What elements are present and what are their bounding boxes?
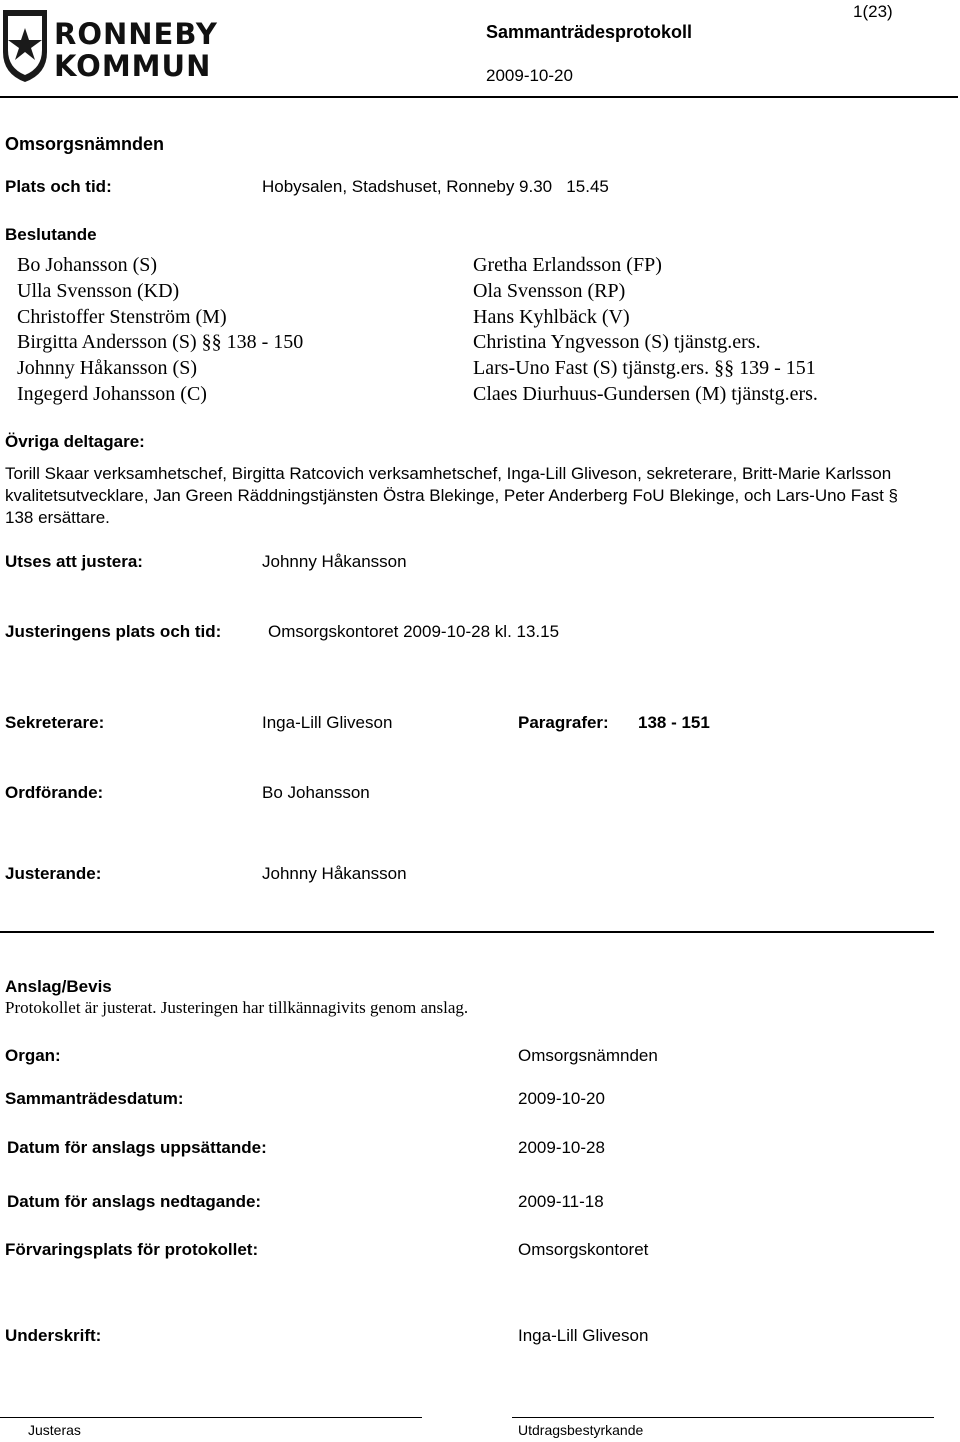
place-time-label: Plats och tid: [5, 177, 112, 196]
paragraphs-label: Paragrafer: [518, 713, 609, 732]
notice-row-label: Förvaringsplats för protokollet: [5, 1240, 259, 1259]
member: Lars-Uno Fast (S) tjänstg.ers. §§ 139 - 151 [473, 357, 816, 380]
adjustment-place-value: Omsorgskontoret 2009-10-28 kl. 13.15 [268, 622, 560, 641]
decision-makers-left [17, 253, 303, 408]
notice-row-value: 2009-11-18 [518, 1192, 604, 1211]
member: Claes Diurhuus-Gundersen (M) tjänstg.ers. [473, 382, 818, 405]
chairman-value: Bo Johansson [262, 783, 370, 802]
document-type: Sammanträdesprotokoll [486, 22, 693, 42]
appointed-adjuster-label: Utses att justera: [5, 552, 143, 571]
notice-row-label: Organ: [5, 1046, 61, 1065]
logo-line-2: KOMMUN [54, 49, 212, 83]
notice-row-value: Omsorgskontoret [518, 1240, 649, 1259]
notice-row-label: Sammanträdesdatum: [5, 1089, 184, 1108]
decision-makers-right [473, 253, 818, 408]
paragraphs-value: 138 - 151 [638, 713, 710, 732]
member: Ingegerd Johansson (C) [17, 382, 207, 405]
notice-row-value: Omsorgsnämnden [518, 1046, 658, 1065]
member: Ulla Svensson (KD) [17, 279, 180, 302]
member: Johnny Håkansson (S) [17, 357, 197, 380]
signature-divider [0, 931, 934, 933]
adjuster-value: Johnny Håkansson [262, 864, 407, 883]
footer-divider-left [0, 1417, 422, 1418]
notice-title: Anslag/Bevis [5, 977, 112, 996]
decision-makers-label: Beslutande [5, 225, 97, 244]
footer-justeras: Justeras [28, 1422, 81, 1438]
footer-utdragsbestyrkande: Utdragsbestyrkande [518, 1422, 644, 1438]
member: Gretha Erlandsson (FP) [473, 254, 662, 276]
member: Birgitta Andersson (S) §§ 138 - 150 [17, 331, 304, 354]
member: Ola Svensson (RP) [473, 279, 626, 302]
other-participants-text: Torill Skaar verksamhetschef, Birgitta Ratcovich verksamhetschef, Inga-Lill Gliveson, sekreterare, Britt-Marie Karlsson kvalitetsutvecklare, Jan Green Räddningstjänsten Östra Blekinge, Peter Anderberg FoU Blekinge, och Lars-Uno Fast § 138 ersättare. [5, 464, 898, 527]
notice-row-value: 2009-10-28 [518, 1138, 605, 1157]
other-participants-label: Övriga deltagare: [5, 432, 145, 451]
notice-row-value: 2009-10-20 [518, 1089, 605, 1108]
notice-row-label: Underskrift: [5, 1326, 102, 1345]
secretary-value: Inga-Lill Gliveson [262, 713, 393, 732]
municipality-logo [0, 8, 218, 88]
coat-of-arms-icon [0, 8, 50, 84]
logo-line-1: RONNEBY [54, 17, 218, 51]
member: Hans Kyhlbäck (V) [473, 305, 630, 328]
member: Bo Johansson (S) [17, 254, 158, 276]
secretary-label: Sekreterare: [5, 713, 105, 732]
committee-name: Omsorgsnämnden [5, 134, 165, 154]
member: Christina Yngvesson (S) tjänstg.ers. [473, 331, 761, 354]
appointed-adjuster-value: Johnny Håkansson [262, 552, 407, 571]
header-divider [0, 96, 958, 98]
footer-divider-right [512, 1417, 934, 1418]
notice-text: Protokollet är justerat. Justeringen har tillkännagivits genom anslag. [5, 998, 469, 1017]
adjustment-place-label: Justeringens plats och tid: [5, 622, 222, 641]
page-number: 1(23) [853, 2, 893, 21]
member: Christoffer Stenström (M) [17, 305, 227, 328]
notice-row-label: Datum för anslags nedtagande: [7, 1192, 262, 1211]
place-time-value: Hobysalen, Stadshuset, Ronneby 9.30 15.45 [262, 177, 609, 196]
adjuster-label: Justerande: [5, 864, 102, 883]
document-date: 2009-10-20 [486, 66, 573, 85]
notice-row-value: Inga-Lill Gliveson [518, 1326, 649, 1345]
notice-row-label: Datum för anslags uppsättande: [7, 1138, 267, 1157]
chairman-label: Ordförande: [5, 783, 104, 802]
